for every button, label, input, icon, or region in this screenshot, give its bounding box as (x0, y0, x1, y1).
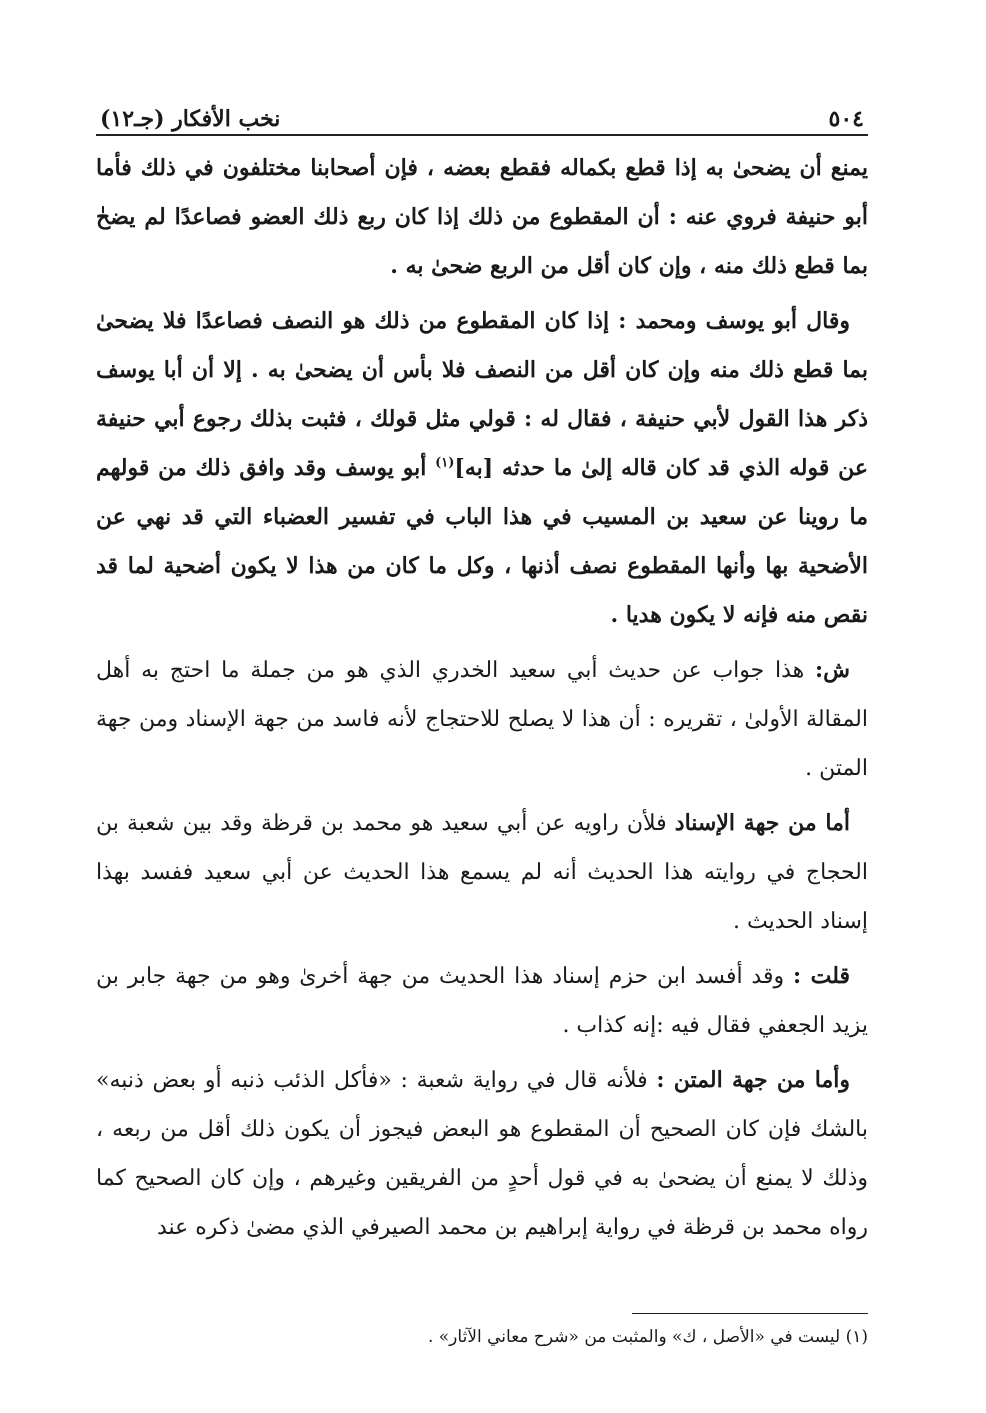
page-header (96, 88, 868, 132)
body-text (96, 144, 868, 1252)
paragraph-1 (96, 144, 868, 291)
paragraph-lead: أما من جهة الإسناد (674, 810, 851, 836)
footnote-reference[interactable]: (١) (435, 455, 455, 471)
paragraph-text-continued: أبو يوسف وقد وافق ذلك من قولهم ما روينا عن سعيد بن المسيب في هذا الباب في تفسير العضباء التي قد نهي عن الأضحية بها وأنها المقطوع نصف أذنها ، وكل ما كان من هذا لا يكون أضحية لما قد نقص منه فإنه لا يكون هديا . (96, 455, 868, 628)
paragraph-text: يمنع أن يضحىٰ به إذا قطع بكماله فقطع بعضه ، فإن أصحابنا مختلفون في ذلك فأما أبو حنيفة فروي عنه : أن المقطوع من ذلك إذا كان ربع ذلك العضو فصاعدًا لم يضحٰ بما قطع ذلك منه ، وإن كان أقل من الربع ضحىٰ به . (96, 155, 868, 279)
paragraph-lead: وأما من جهة المتن : (656, 1067, 851, 1093)
footnote-text: (١) ليست في «الأصل ، ك» والمثبت من «شرح معاني الآثار» . (427, 1327, 868, 1347)
book-title: نخب الأفكار (جـ١٢) (100, 106, 281, 132)
paragraph-4 (96, 799, 868, 946)
paragraph-text: فلأنه قال في رواية شعبة : «فأكل الذئب ذنبه أو بعض ذنبه» بالشك فإن كان الصحيح أن المقطوع هو البعض فيجوز أن يكون ذلك أقل من ربعه ، وذلك لا يمنع أن يضحىٰ به في قول أحدٍ من الفريقين وغيرهم ، وإن كان الصحيح كما رواه محمد بن قرظة في رواية إبراهيم بن محمد الصيرفي الذي مضىٰ ذكره عند (96, 1068, 868, 1240)
paragraph-5 (96, 952, 868, 1050)
paragraph-text: هذا جواب عن حديث أبي سعيد الخدري الذي هو من جملة ما احتج به أهل المقالة الأولىٰ ، تقريره : أن هذا لا يصلح للاحتجاج لأنه فاسد من جهة الإسناد ومن جهة المتن . (96, 658, 868, 781)
footnote (96, 1324, 868, 1350)
page-number: ٥٠٤ (828, 106, 864, 132)
paragraph-text: وقد أفسد ابن حزم إسناد هذا الحديث من جهة أخرىٰ وهو من جهة جابر بن يزيد الجعفي فقال فيه :إنه كذاب . (96, 964, 868, 1038)
paragraph-text: وقال أبو يوسف ومحمد : إذا كان المقطوع من ذلك هو النصف فصاعدًا فلا يضحىٰ بما قطع ذلك منه وإن كان أقل من النصف فلا بأس أن يضحىٰ به . إلا أن أبا يوسف ذكر هذا القول لأبي حنيفة ، فقال له : قولي مثل قولك ، فثبت بذلك رجوع أبي حنيفة عن قوله الذي قد كان قاله إلىٰ ما حدثه [به] (96, 308, 869, 481)
footnote-rule (632, 1313, 868, 1314)
paragraph-lead: قلت : (792, 963, 851, 989)
paragraph-text: فلأن راويه عن أبي سعيد هو محمد بن قرظة وقد بين شعبة بن الحجاج في روايته هذا الحديث أنه لم يسمع هذا الحديث عن أبي سعيد ففسد بهذا إسناد الحديث . (96, 811, 868, 934)
document-page (96, 88, 869, 1347)
paragraph-6 (96, 1056, 868, 1252)
paragraph-2 (96, 297, 868, 640)
paragraph-3 (96, 646, 868, 793)
header-rule (96, 134, 868, 136)
paragraph-lead: ش: (815, 657, 850, 683)
